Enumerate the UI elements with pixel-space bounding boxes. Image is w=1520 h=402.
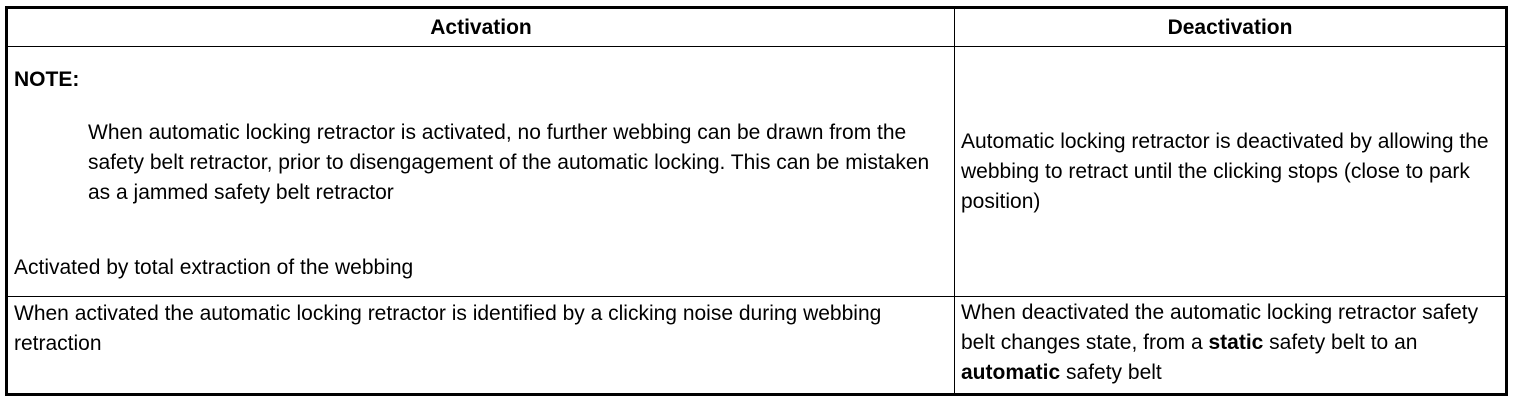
deactivation-cell (955, 47, 1507, 297)
deactivation-text-part: safety belt to an (1263, 331, 1418, 354)
activation-header: Activation (7, 8, 955, 47)
deactivation-cell (955, 297, 1507, 395)
deactivation-header: Deactivation (955, 8, 1507, 47)
activation-cell (7, 47, 955, 297)
activation-text: Activated by total extraction of the webbing (14, 256, 414, 279)
table-row (7, 297, 1507, 395)
deactivation-text-part: When deactivated the automatic locking retractor safety belt changes state, from a (961, 301, 1479, 354)
note-text: When automatic locking retractor is activated, no further webbing can be drawn from the safety belt retractor, prior to disengagement of the automatic locking. This can be mistaken as a jammed safety belt retractor (88, 121, 930, 204)
static-term: static (1208, 331, 1264, 354)
note-label: NOTE: (14, 68, 80, 91)
alr-table (5, 6, 1508, 396)
deactivation-text: Automatic locking retractor is deactivated by allowing the webbing to retract until the clicking stops (close to park position) (961, 130, 1489, 213)
header-row (7, 8, 1507, 47)
activation-cell (7, 297, 955, 395)
activation-text: When activated the automatic locking retractor is identified by a clicking noise during webbing retraction (14, 302, 882, 355)
automatic-term: automatic (961, 361, 1061, 384)
table-row (7, 47, 1507, 297)
deactivation-text-part: safety belt (1060, 361, 1162, 384)
